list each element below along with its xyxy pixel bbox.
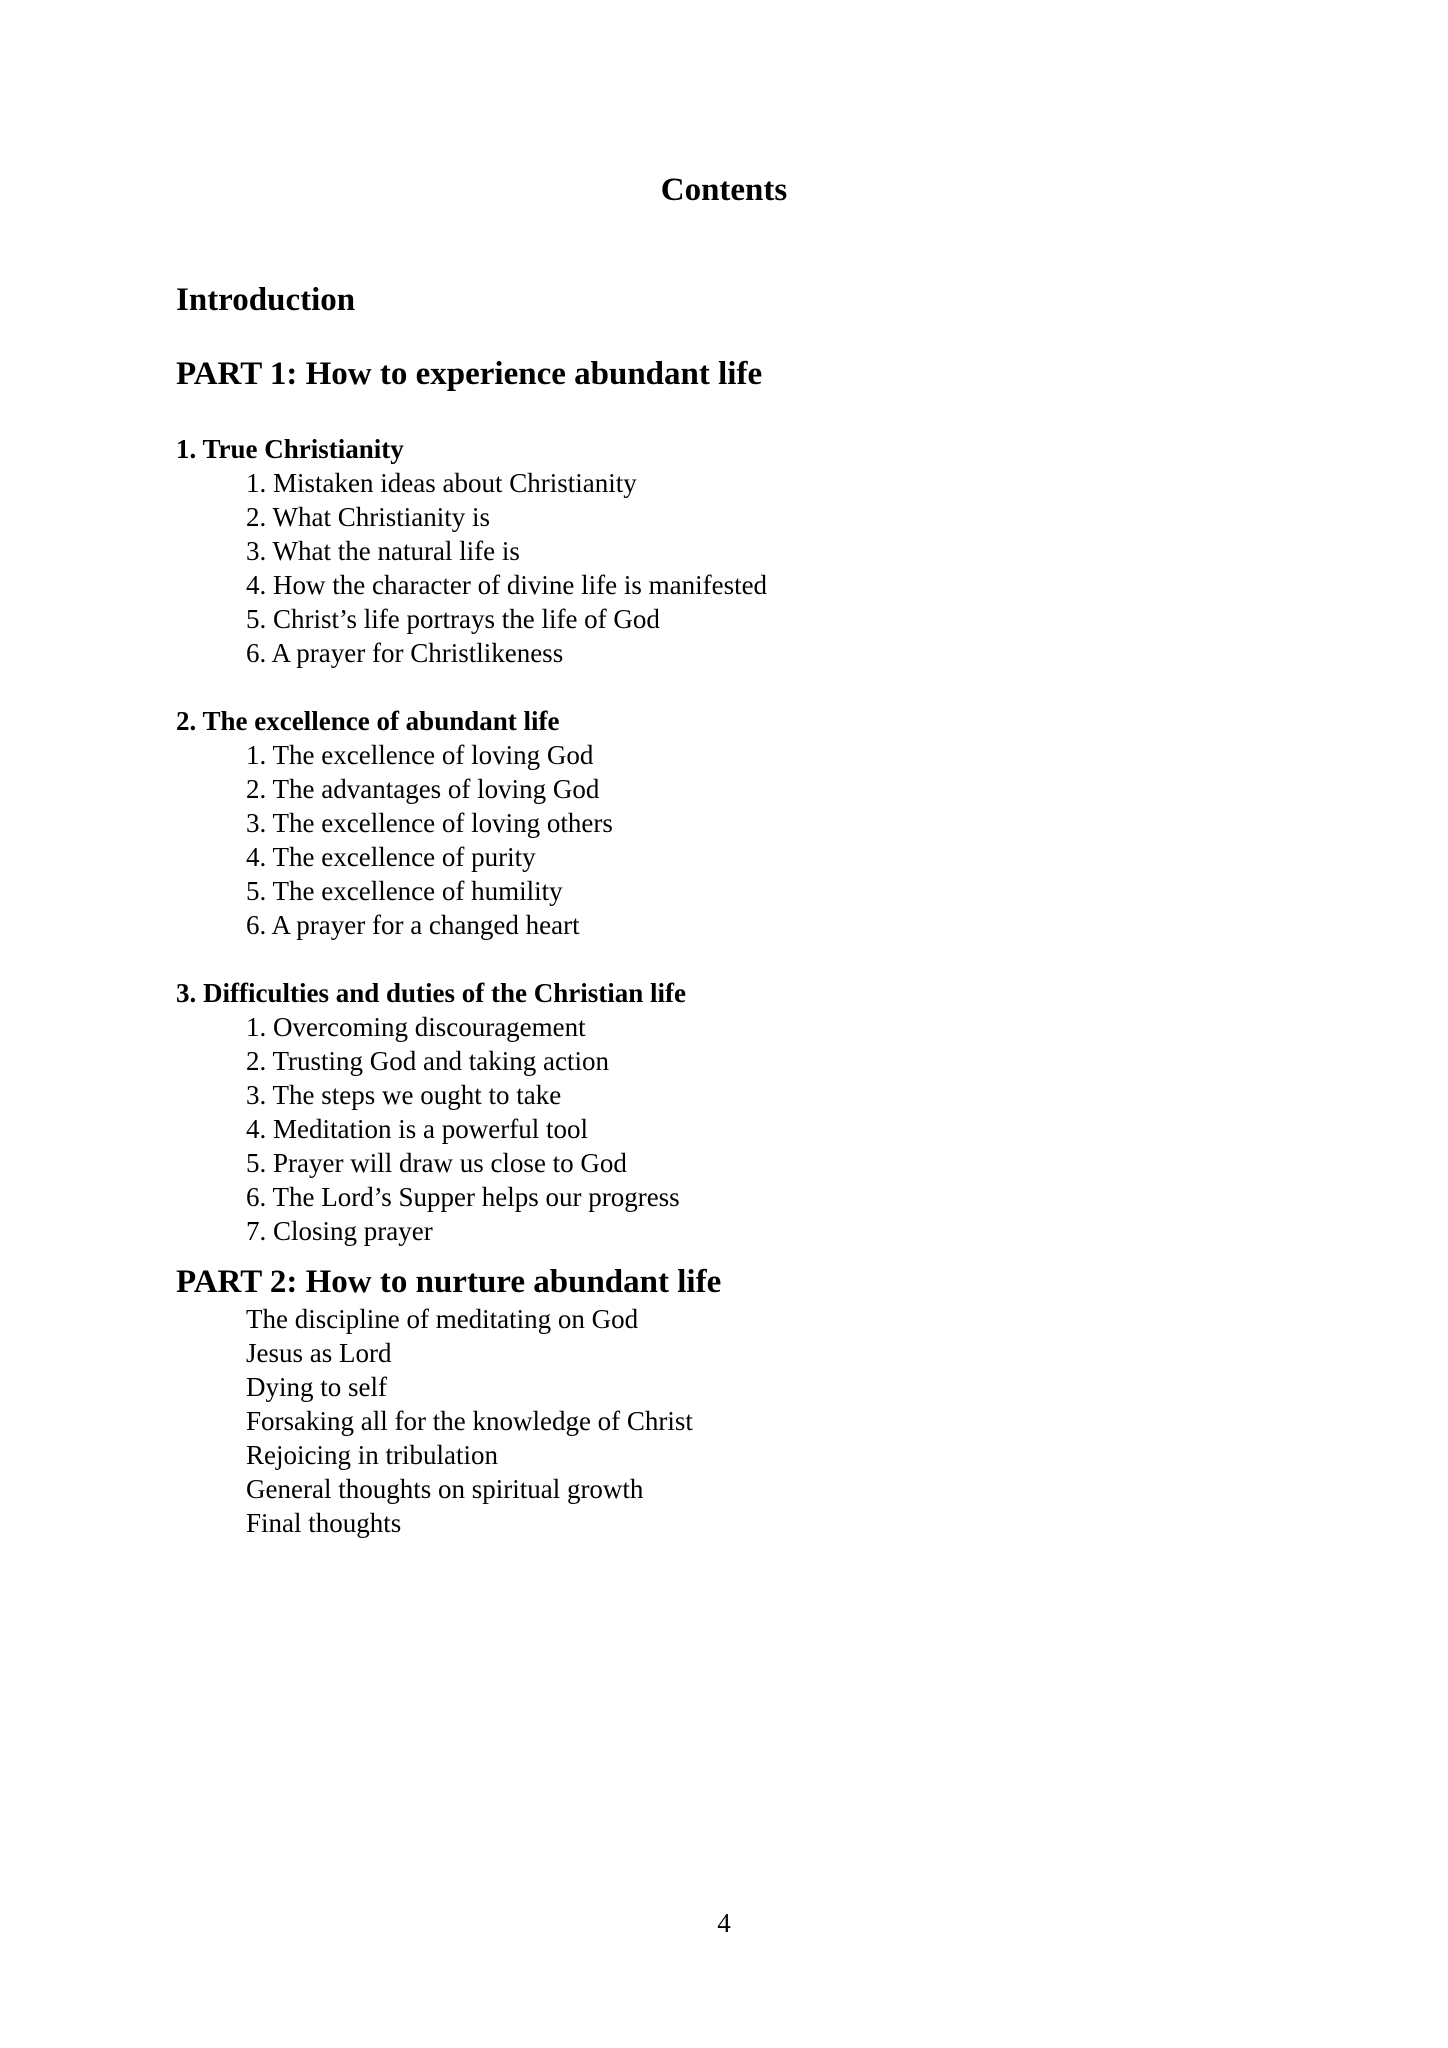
list-item: 7. Closing prayer (246, 1216, 433, 1246)
chapter-2 (176, 704, 1276, 942)
list-item: 6. A prayer for Christlikeness (246, 638, 564, 668)
list-item: 3. The steps we ought to take (246, 1080, 562, 1110)
part2-heading: PART 2: How to nurture abundant life (176, 1264, 722, 1300)
chapter-items (176, 738, 1276, 942)
list-item: Jesus as Lord (246, 1338, 392, 1368)
list-item: 5. Christ’s life portrays the life of God (246, 604, 660, 634)
list-item: 4. How the character of divine life is manifested (246, 570, 768, 600)
table-of-contents (176, 280, 1276, 1540)
list-item: 3. What the natural life is (246, 536, 520, 566)
list-item: 6. A prayer for a changed heart (246, 910, 580, 940)
chapter-1 (176, 432, 1276, 670)
chapter-3 (176, 976, 1276, 1248)
part2-items (176, 1302, 1276, 1540)
chapter-title: 1. True Christianity (176, 434, 404, 464)
list-item: Final thoughts (246, 1508, 402, 1538)
list-item: 2. The advantages of loving God (246, 774, 600, 804)
contents-title: Contents (660, 172, 788, 208)
list-item: 4. Meditation is a powerful tool (246, 1114, 588, 1144)
chapter-title: 2. The excellence of abundant life (176, 706, 560, 736)
part1-heading: PART 1: How to experience abundant life (176, 356, 763, 392)
list-item: 2. Trusting God and taking action (246, 1046, 609, 1076)
list-item: Rejoicing in tribulation (246, 1440, 498, 1470)
list-item: Dying to self (246, 1372, 387, 1402)
list-item: 3. The excellence of loving others (246, 808, 613, 838)
list-item: 1. The excellence of loving God (246, 740, 594, 770)
list-item: 5. Prayer will draw us close to God (246, 1148, 627, 1178)
list-item: General thoughts on spiritual growth (246, 1474, 644, 1504)
list-item: 6. The Lord’s Supper helps our progress (246, 1182, 680, 1212)
introduction-heading: Introduction (176, 282, 356, 318)
list-item: 5. The excellence of humility (246, 876, 563, 906)
list-item: 2. What Christianity is (246, 502, 490, 532)
list-item: 1. Overcoming discouragement (246, 1012, 586, 1042)
list-item: Forsaking all for the knowledge of Christ (246, 1406, 693, 1436)
list-item: The discipline of meditating on God (246, 1304, 639, 1334)
list-item: 4. The excellence of purity (246, 842, 536, 872)
page-number: 4 (717, 1908, 731, 1938)
chapter-items (176, 1010, 1276, 1248)
chapter-title: 3. Difficulties and duties of the Christian life (176, 978, 686, 1008)
chapter-items (176, 466, 1276, 670)
list-item: 1. Mistaken ideas about Christianity (246, 468, 637, 498)
